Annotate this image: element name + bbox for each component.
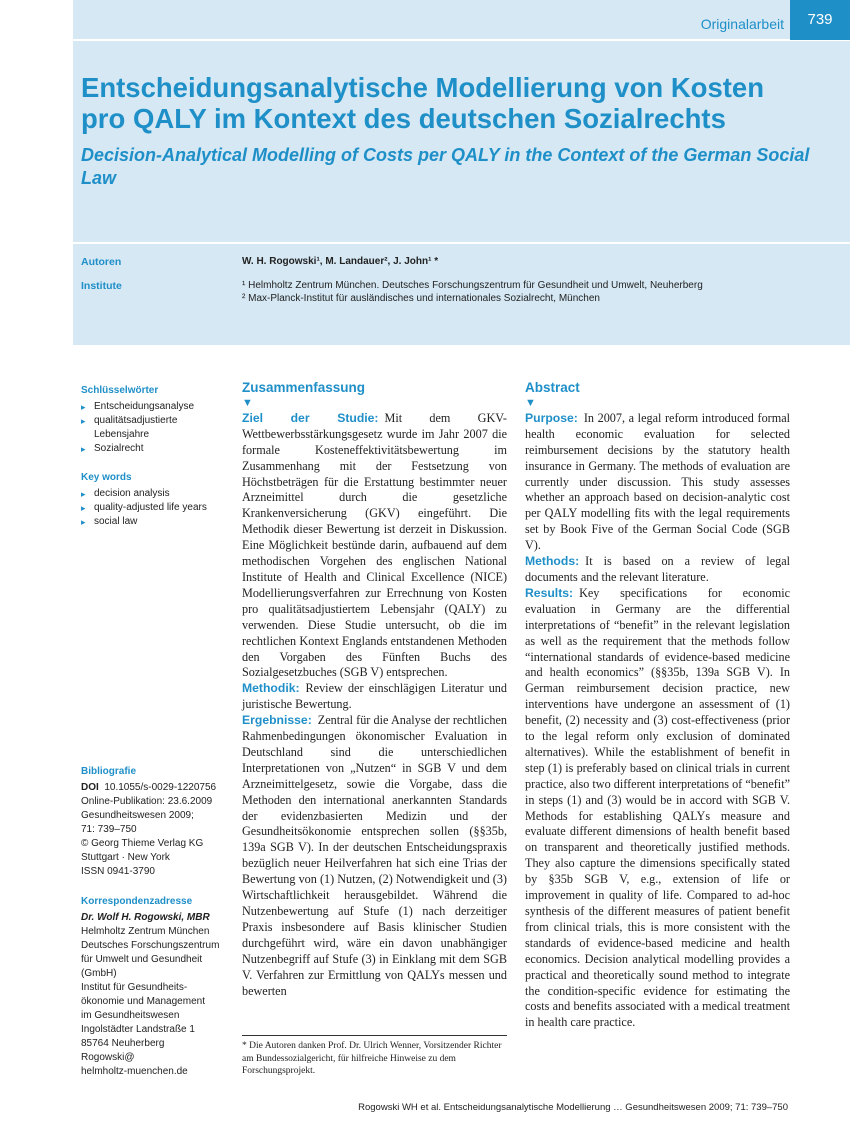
institutes-label: Institute: [81, 280, 122, 292]
keywords-de-heading: Schlüsselwörter: [81, 385, 159, 396]
results-label: Results:: [525, 585, 574, 600]
triangle-icon: ▼: [242, 396, 253, 409]
keyword-item: ▸ Entscheidungsanalyse: [81, 400, 231, 414]
meta-divider: [73, 242, 850, 244]
authors-list: W. H. Rogowski¹, M. Landauer², J. John¹ *: [242, 256, 439, 267]
abstract-german-heading: Zusammenfassung: [242, 380, 366, 395]
keyword-item: ▸ quality-adjusted life years: [81, 501, 231, 515]
biblio-line: 71: 739–750: [81, 824, 137, 835]
results-text: Key specifications for economic evaluation in Germany are the differential interpretations of “benefit” in the relevant legislation as well as the requirement that the methods follow “international standards of evidence-based medicine and health economics” (§§35b, 139a SGB V). In German reimbursement decision practice, new interventions have undergone an assessment of (1) benefit, (2) necessity and (3) cost-effectiveness (prior to the legal reform only exclusion of dominated alternatives). While the establishment of benefit in step (1) is preferably based on clinical trials in current practice, also two different interpretations of “benefit” in steps (1) and (3) would be in accord with SGB V. Methods for establishing QALYs measure and evaluate different dimensions of health benefit based on transparent and theoretically justified methods. They also capture the dimensions specifically stated by §35b SGB V, e.g., extension of life or improvement in quality of life. Compared to ad-hoc synthesis of the different measures of patient benefit from clinical trials, this is more consistent with the standards of evidence-based medicine and health economics. Decision analytical modelling provides a practical and theoretically sound method to integrate the condition-specific evidence for estimating the costs and benefits associated with a medical treatment in health care practice.: [525, 585, 790, 1030]
abstract-english-heading: Abstract: [525, 380, 580, 395]
results-text: Zentral für die Analyse der rechtlichen Rahmenbedingungen ökonomischer Evaluation in Deutschland sind die unterschiedlichen Interpretationen von „Nutzen“ in SGB V und dem Arzneimittelgesetz, sowie die Vorgabe, dass die Methoden den international anerkannten Standards der evidenzbasierten Medizin und der Gesundheitsökonomie entsprechen sollen (§§35b, 139a SGB V). In der deutschen Entscheidungspraxis bezüglich neuer Heilverfahren hat sich eine Trias der Bewertung von (1) Nutzen, (2) Notwendigkeit und (3) Wirtschaftlichkeit herausgebildet. Während die Nutzenbewertung auf Stufe (1) nach derzeitiger Praxis insbesondere auf Basis klinischer Studien durchgeführt wird, wäre ein davon unabhängiger Nutzenbegriff auf Stufe (3) in Einklang mit dem SGB V. Verfahren zur Ermittlung von QALYs messen und bewerten: [242, 713, 507, 998]
purpose-text: In 2007, a legal reform introduced formal health economic evaluation for selected reimbursement decisions by the statutory health insurance in Germany. The methods of evaluation are currently under discussion. This study assesses whether an approach based on decision-analytic cost per QALY modelling fits with the legal requirements set by Book Five of the German Social Code (SGB V).: [525, 410, 790, 553]
keyword-item: ▸ social law: [81, 515, 231, 529]
institute-2: ² Max-Planck-Institut für ausländisches und internationales Sozialrecht, München: [242, 292, 600, 304]
results-label: Ergebnisse:: [242, 713, 312, 728]
methods-label: Methodik:: [242, 681, 300, 696]
biblio-line: Stuttgart · New York: [81, 852, 170, 863]
bibliography-heading: Bibliografie: [81, 766, 137, 777]
corr-line: (GmbH): [81, 968, 117, 979]
authors-label: Autoren: [81, 256, 122, 268]
abstract-german: [242, 380, 507, 999]
biblio-line: Gesundheitswesen 2009;: [81, 810, 194, 821]
methods-paragraph: [242, 681, 507, 713]
keywords-en-list: [81, 487, 231, 529]
corr-line: 85764 Neuherberg: [81, 1038, 165, 1049]
methods-text: It is based on a review of legal documents and the relevant literature.: [525, 554, 790, 584]
bibliography-block: [81, 765, 231, 879]
biblio-line: ISSN 0941-3790: [81, 866, 155, 877]
corr-line: ökonomie und Management: [81, 996, 205, 1007]
page-number: 739: [790, 0, 850, 40]
aim-text: Mit dem GKV-Wettbewerbsstärkungsgesetz wurde im Jahr 2007 die formale Kosteneffektivitätsbewertung im Zusammenhang mit der Festsetzung von Höchstbeträgen für die Erstattung bestimmter neuer Arzneimittel durch die gesetzliche Krankenversicherung (GKV) eingeführt. Die Methodik dieser Bewertung ist derzeit in Diskussion. Eine Möglichkeit bestünde darin, aufbauend auf dem methodischen Vorgehen des englischen National Institute of Health and Clinical Excellence (NICE) Modellierungsverfahren zur Errechnung von Kosten pro qualitätsadjustiertem Lebensjahr (QALY) zu verwenden. Diese Studie untersucht, ob die im rechtlichen Kontext Englands entstandenen Methoden den Vorgaben des Fünften Buchs des Sozialgesetzbuches (SGB V) entsprechen.: [242, 410, 507, 680]
corr-line: für Umwelt und Gesundheit: [81, 954, 203, 965]
keywords-en-heading: Key words: [81, 472, 132, 483]
methods-label: Methods:: [525, 554, 580, 569]
title-english: Decision-Analytical Modelling of Costs per QALY in the Context of the German Social Law: [81, 145, 810, 188]
corr-line: Institut für Gesundheits-: [81, 982, 188, 993]
institutes-list: [242, 280, 703, 305]
corr-line: im Gesundheitswesen: [81, 1010, 180, 1021]
doi-line: [81, 781, 231, 795]
aim-label: Ziel der Studie:: [242, 410, 379, 425]
institute-1: ¹ Helmholtz Zentrum München. Deutsches Forschungszentrum für Gesundheit und Umwelt, Neuherberg: [242, 280, 703, 291]
keyword-item: ▸ Sozialrecht: [81, 442, 231, 456]
doi-value: 10.1055/s-0029-1220756: [104, 782, 217, 793]
corr-line: Ingolstädter Landstraße 1: [81, 1024, 195, 1035]
doi-label: DOI: [81, 782, 99, 793]
keyword-item: ▸ decision analysis: [81, 487, 231, 501]
methods-paragraph: [525, 554, 790, 586]
methods-text: Review der einschlägigen Literatur und juristische Bewertung.: [242, 681, 507, 712]
aim-paragraph: [242, 411, 507, 681]
sidebar: [81, 384, 231, 1077]
corr-line: Deutsches Forschungszentrum: [81, 940, 220, 951]
section-label: Originalarbeit: [700, 16, 784, 32]
corr-line: Helmholtz Zentrum München: [81, 926, 210, 937]
biblio-line: Online-Publikation: 23.6.2009: [81, 796, 213, 807]
purpose-label: Purpose:: [525, 410, 578, 425]
keywords-de-list: [81, 400, 231, 456]
correspondence-heading: Korrespondenzadresse: [81, 896, 193, 907]
abstract-english: [525, 380, 790, 1031]
results-paragraph: [242, 713, 507, 999]
keyword-item: ▸ qualitätsadjustierte Lebensjahre: [81, 414, 231, 442]
footnote: * Die Autoren danken Prof. Dr. Ulrich Wenner, Vorsitzender Richter am Bundessozialgericht, für hilfreiche Hinweise zu dem Forschungsprojekt.: [242, 1035, 507, 1078]
header-divider: [73, 39, 850, 41]
biblio-line: © Georg Thieme Verlag KG: [81, 838, 204, 849]
corr-line: Rogowski@: [81, 1052, 135, 1063]
purpose-paragraph: [525, 411, 790, 554]
title-german: Entscheidungsanalytische Modellierung von Kosten pro QALY im Kontext des deutschen Sozialrechts: [81, 72, 765, 134]
triangle-icon: ▼: [525, 396, 536, 409]
results-paragraph: [525, 586, 790, 1031]
correspondence-block: [81, 895, 231, 1079]
correspondence-name: Dr. Wolf H. Rogowski, MBR: [81, 912, 210, 923]
corr-line: helmholtz-muenchen.de: [81, 1066, 188, 1077]
page-footer: Rogowski WH et al. Entscheidungsanalytische Modellierung … Gesundheitswesen 2009; 71: 739–750: [358, 1102, 788, 1113]
